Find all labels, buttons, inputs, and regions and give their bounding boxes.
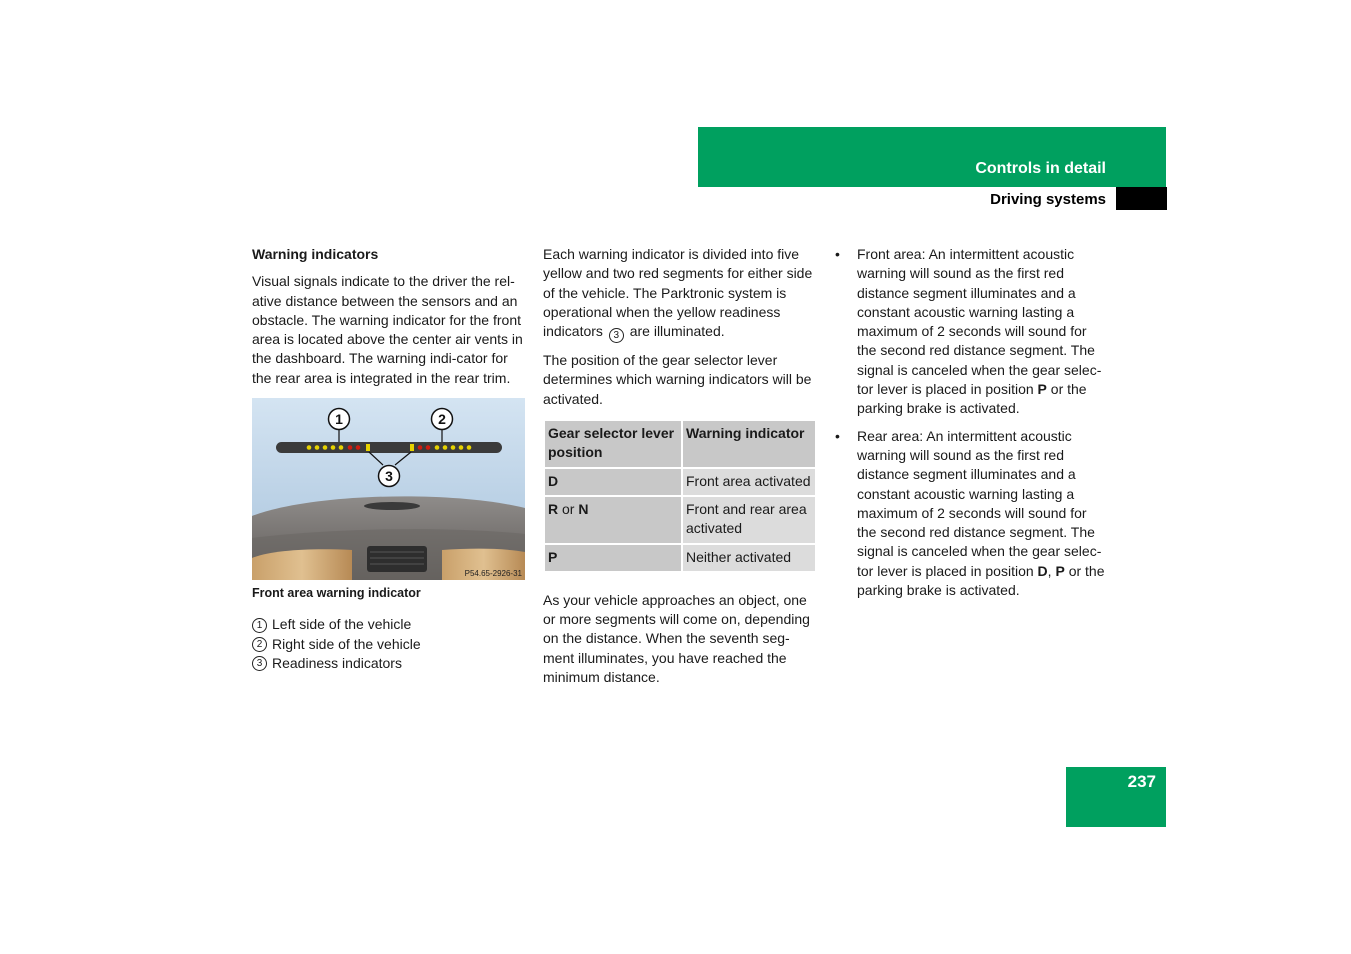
gear-table (543, 419, 817, 573)
page-number: 237 (1127, 772, 1156, 791)
legend-number: 3 (252, 656, 267, 671)
bullet-text-b: or the parking brake is activated. (857, 381, 1087, 417)
legend-number: 1 (252, 618, 267, 633)
figure-caption: Front area warning indicator (252, 586, 421, 601)
segments-text-b: are illuminated. (629, 323, 725, 340)
image-code: P54.65-2926-31 (464, 569, 522, 579)
subsection-title: Driving systems (990, 191, 1106, 208)
section-title: Controls in detail (975, 160, 1106, 177)
intro-paragraph: Visual signals indicate to the driver the rel-ative distance between the sensors and an obstacle. The warning indicator for the front area is located above the center air vents in the dashboard. The warning indi-cator for the rear area is integrated in the rear trim. (252, 273, 523, 386)
callout-2: 2 (438, 411, 446, 428)
table-cell-position: P (544, 544, 682, 572)
approach-paragraph: As your vehicle approaches an object, one or more segments will come on, depending on the distance. When the seventh seg-ment illuminates, you have reached the minimum distance. (543, 591, 810, 686)
list-item (835, 245, 1109, 419)
legend-text: Readiness indicators (272, 654, 402, 671)
legend-item (252, 654, 526, 673)
bullet-gear-d: D (1037, 562, 1048, 579)
column-2 (543, 245, 817, 695)
bullet-text-b: or the parking brake is activated. (857, 562, 1105, 599)
gear-n: N (578, 500, 589, 517)
table-header-row (544, 420, 816, 468)
bullet-gear-p: P (1037, 381, 1047, 398)
legend-item (252, 635, 526, 654)
table-cell-position: D (544, 468, 682, 496)
table-cell-indicator: Front and rear area activated (682, 496, 816, 544)
bullet-gear-p: P (1055, 562, 1065, 579)
callout-1: 1 (335, 411, 343, 428)
page-number-box (1066, 767, 1166, 827)
bullet-text-a: Front area: An intermittent acoustic warning will sound as the first red distance segment illuminates and a constant acoustic warning lasting a maximum of 2 seconds will sound for the second red distance segment. The signal is canceled when the gear selec-tor lever is placed in position (857, 246, 1102, 398)
bullet-text-a: Rear area: An intermittent acoustic warning will sound as the first red distance segment illuminates and a constant acoustic warning lasting a maximum of 2 seconds will sound for the second red distance segment. The signal is canceled when the gear selec-tor lever is placed in position (857, 427, 1102, 579)
gear-r: R (548, 500, 559, 517)
readiness-number: 3 (609, 328, 624, 343)
list-item (835, 427, 1109, 601)
segments-paragraph (543, 245, 817, 343)
table-row (544, 496, 816, 544)
callout-3: 3 (385, 468, 393, 485)
column-3 (835, 245, 1109, 608)
dashboard-figure (252, 398, 525, 580)
legend-item (252, 615, 526, 634)
table-header-cell: Gear selector lever position (544, 420, 682, 468)
gear-or: or (558, 500, 579, 517)
legend-text: Left side of the vehicle (272, 616, 412, 633)
warning-indicators-heading: Warning indicators (252, 246, 379, 262)
bullet-comma: , (1047, 562, 1052, 579)
legend-text: Right side of the vehicle (272, 635, 421, 652)
column-1 (252, 245, 526, 673)
table-row (544, 468, 816, 496)
header-band (698, 127, 1166, 187)
segments-text-a: Each warning indicator is divided into five yellow and two red segments for either side of the vehicle. The Parktronic system is operational when the yellow readiness indicators (543, 246, 813, 340)
table-cell-indicator: Neither activated (682, 544, 816, 572)
dashboard-illustration (252, 398, 525, 580)
legend-number: 2 (252, 637, 267, 652)
table-cell-position (544, 496, 682, 544)
table-header-cell: Warning indicator (682, 420, 816, 468)
table-row (544, 544, 816, 572)
gear-paragraph: The position of the gear selector lever determines which warning indicators will be activated. (543, 352, 812, 407)
table-cell-indicator: Front area activated (682, 468, 816, 496)
header-marker (1116, 187, 1167, 210)
warning-list (835, 245, 1109, 600)
